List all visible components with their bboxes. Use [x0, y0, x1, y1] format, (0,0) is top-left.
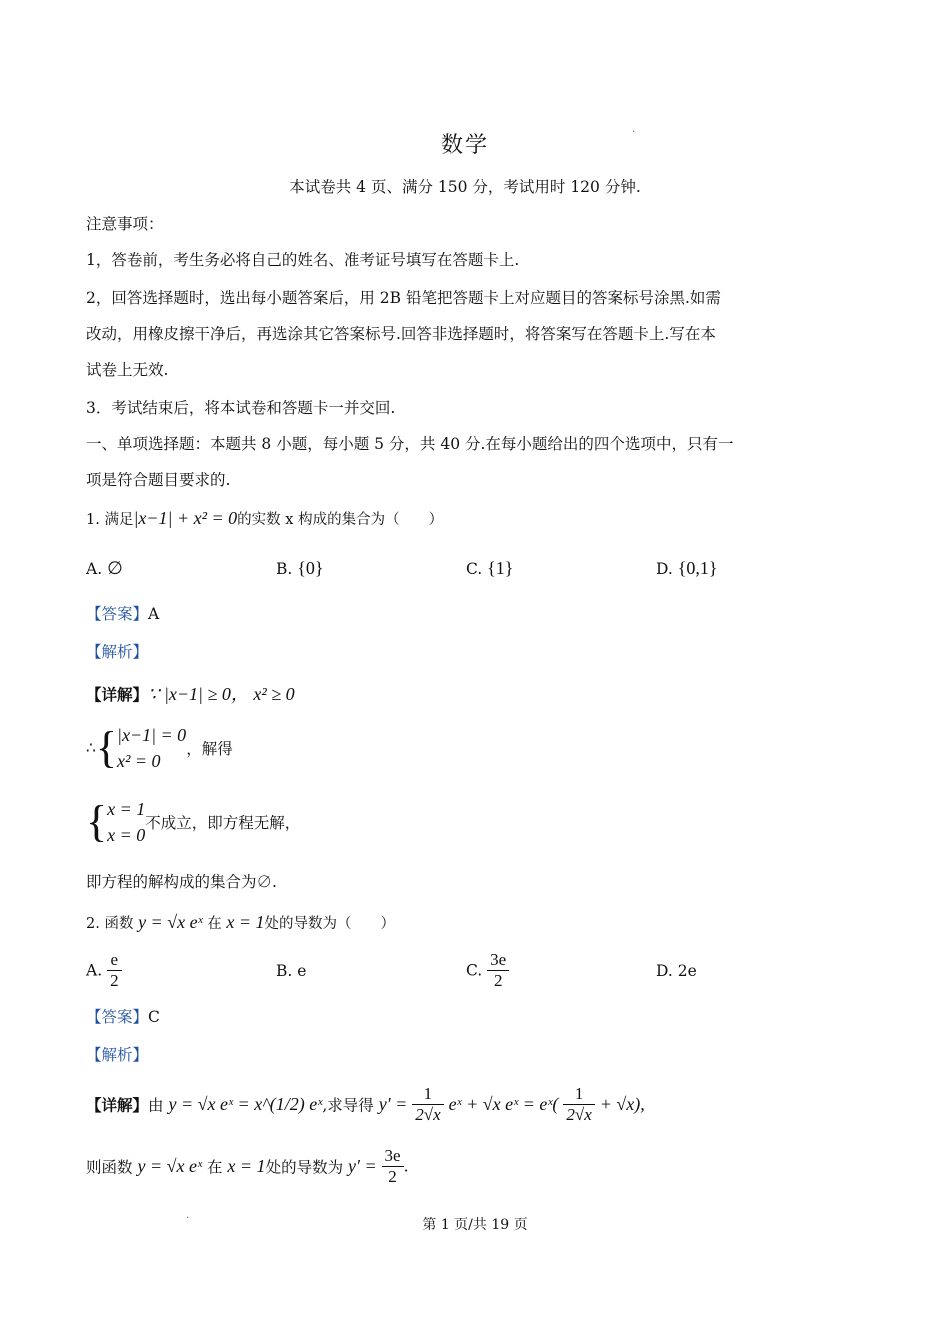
- system-equation: |x−1| = 0: [117, 725, 187, 745]
- detail-tag: 【详解】: [86, 1095, 149, 1115]
- option-label: D.: [656, 560, 673, 578]
- option-label: C.: [466, 560, 483, 578]
- option-d: [656, 962, 697, 980]
- question-text-post: 处的导数为（ ）: [264, 916, 395, 932]
- answer-value: C: [148, 1008, 160, 1026]
- question-expression: y = √x eˣ: [138, 912, 203, 932]
- final-line: [86, 1146, 409, 1187]
- final-end: .: [403, 1157, 409, 1176]
- analysis-tag: 【解析】: [86, 643, 149, 661]
- question-expression: |x−1| + x² = 0: [133, 508, 238, 528]
- equation-system-1: [86, 722, 233, 774]
- detail-expression: ∵ |x−1| ≥ 0， x² ≥ 0: [148, 684, 295, 704]
- fraction-numerator: 3e: [487, 950, 509, 971]
- option-value: ∅: [107, 558, 123, 578]
- system-equation: x = 0: [107, 825, 146, 845]
- option-label: D.: [656, 962, 673, 980]
- option-value: {0}: [297, 558, 324, 578]
- answer-value: A: [148, 605, 160, 623]
- option-label: A.: [86, 560, 103, 578]
- final-expression: y = √x eˣ: [137, 1156, 203, 1176]
- option-b: [276, 558, 324, 579]
- notice-item-2-line-3: 试卷上无效.: [86, 361, 169, 379]
- question-text-pre: 满足: [104, 512, 134, 528]
- final-text-pre: 则函数: [86, 1158, 133, 1177]
- question-2: [86, 912, 395, 933]
- fraction-numerator: 1: [563, 1084, 594, 1105]
- detail-line: [86, 680, 295, 706]
- fraction-numerator: 3e: [382, 1146, 404, 1167]
- system-note: ，解得: [186, 740, 233, 758]
- detail-expression: y = √x eˣ = x^(1/2) eˣ: [168, 1094, 323, 1114]
- conclusion-line: 即方程的解构成的集合为∅.: [86, 873, 277, 891]
- corner-mark-top: .: [632, 124, 636, 135]
- option-value: {0,1}: [677, 558, 718, 578]
- option-label: B.: [276, 560, 293, 578]
- notice-item-1: 1，答卷前，考生务必将自己的姓名、准考证号填写在答题卡上.: [86, 251, 520, 269]
- question-point: x = 1: [226, 912, 265, 932]
- final-fraction: [382, 1146, 404, 1187]
- notice-heading: 注意事项：: [86, 215, 164, 233]
- therefore-symbol: ∴: [86, 739, 96, 757]
- system-equation: x² = 0: [117, 751, 161, 771]
- fraction-denominator: 2√x: [415, 1105, 441, 1124]
- option-value: e: [297, 962, 307, 980]
- answer-line: [86, 1005, 160, 1027]
- option-fraction: [107, 950, 122, 991]
- option-label: A.: [86, 961, 103, 980]
- system-equation: x = 1: [107, 799, 146, 819]
- option-fraction: [487, 950, 509, 991]
- option-a: [86, 558, 123, 579]
- fraction-denominator: 2: [493, 971, 503, 990]
- question-text-post: 的实数 x 构成的集合为（ ）: [237, 512, 444, 528]
- option-value: {1}: [487, 558, 514, 578]
- option-label: B.: [276, 962, 293, 980]
- answer-line: [86, 602, 159, 624]
- answer-tag: 【答案】: [86, 605, 149, 623]
- system-note: 不成立，即方程无解，: [145, 814, 301, 832]
- detail-line: [86, 1084, 645, 1125]
- final-lhs: y′ =: [348, 1156, 377, 1176]
- notice-item-2-line-2: 改动，用橡皮擦干净后，再选涂其它答案标号.回答非选择题时，将答案写在答题卡上.写在本: [86, 325, 716, 343]
- detail-tag: 【详解】: [86, 685, 149, 704]
- option-label: C.: [466, 961, 483, 980]
- derivative-fraction: [412, 1084, 443, 1125]
- option-c: [466, 558, 513, 579]
- fraction-numerator: e: [107, 950, 122, 971]
- derivative-end: + √x),: [599, 1094, 645, 1114]
- question-text-pre: 函数: [104, 916, 134, 932]
- fraction-denominator: 2: [388, 1167, 397, 1186]
- final-point: x = 1: [227, 1156, 266, 1176]
- detail-text-mid: ,求导得: [322, 1096, 374, 1115]
- option-d: [656, 558, 718, 579]
- page-footer: 第 1 页/共 19 页: [422, 1217, 528, 1233]
- option-value: 2e: [677, 962, 697, 980]
- corner-mark-bottom: .: [186, 1210, 190, 1221]
- answer-tag: 【答案】: [86, 1008, 149, 1026]
- final-text-post: 处的导数为: [265, 1158, 344, 1177]
- option-b: [276, 962, 306, 980]
- question-number: 2.: [86, 916, 100, 932]
- question-1: [86, 508, 443, 529]
- left-brace: {: [86, 797, 108, 846]
- page-title: 数学: [440, 133, 489, 158]
- fraction-denominator: 2√x: [566, 1105, 592, 1124]
- notice-item-3: 3．考试结束后，将本试卷和答题卡一并交回.: [86, 399, 396, 417]
- section-heading-line-2: 项是符合题目要求的.: [86, 471, 231, 489]
- derivative-middle: eˣ + √x eˣ = eˣ(: [448, 1094, 559, 1114]
- detail-text-pre: 由: [148, 1096, 164, 1115]
- analysis-tag: 【解析】: [86, 1046, 149, 1064]
- derivative-lhs: y′ =: [378, 1094, 408, 1114]
- question-text-mid: 在: [207, 916, 222, 932]
- option-a: [86, 950, 122, 991]
- left-brace: {: [95, 723, 117, 772]
- final-text-mid: 在: [206, 1158, 223, 1177]
- equation-system-2: [86, 796, 300, 848]
- question-number: 1.: [86, 512, 100, 528]
- derivative-fraction: [563, 1084, 594, 1125]
- fraction-numerator: 1: [412, 1084, 443, 1105]
- option-c: [466, 950, 509, 991]
- section-heading-line-1: 一、单项选择题：本题共 8 小题，每小题 5 分，共 40 分.在每小题给出的四个选项中，只有一: [86, 435, 734, 453]
- page-subtitle: 本试卷共 4 页、满分 150 分，考试用时 120 分钟.: [289, 178, 641, 196]
- notice-item-2-line-1: 2，回答选择题时，选出每小题答案后，用 2B 铅笔把答题卡上对应题目的答案标号涂黑.如需: [86, 289, 721, 307]
- fraction-denominator: 2: [110, 971, 119, 990]
